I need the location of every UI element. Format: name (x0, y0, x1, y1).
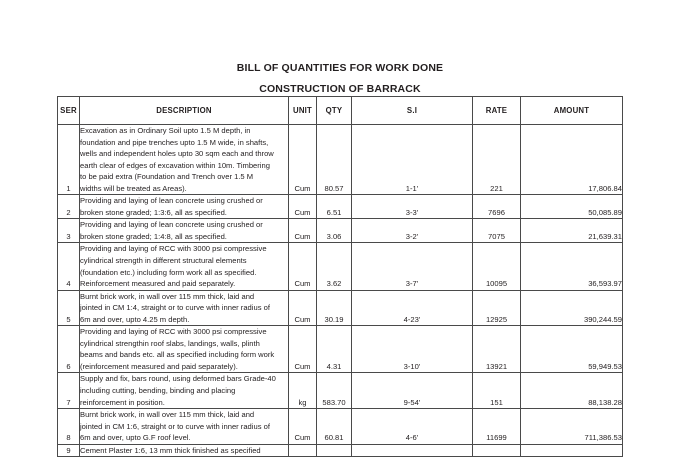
cell-unit: kg (289, 373, 317, 409)
cell-amount: 59,949.53 (521, 326, 623, 373)
description-line: including cutting, bending, binding and placing (80, 386, 236, 396)
description-line: cylindrical strengthin roof slabs, landings, walls, plinth (80, 338, 260, 348)
cell-unit (289, 444, 317, 457)
description-line: wells and independent holes upto 30 sqm each and throw (80, 149, 274, 159)
description-line: Burnt brick work, in wall over 115 mm thick, laid and (80, 410, 255, 420)
cell-qty: 80.57 (317, 125, 352, 195)
table-header-row (58, 97, 623, 125)
cell-amount: 21,639.31 (521, 219, 623, 243)
description-line: jointed in CM 1:6, straight or to curve with inner radius of (80, 421, 270, 431)
cell-rate: 7075 (473, 219, 521, 243)
table-body (58, 125, 623, 457)
bill-of-quantities-table-wrapper (57, 96, 622, 457)
page-subtitle: CONSTRUCTION OF BARRACK (259, 83, 421, 95)
description-line: (foundation etc.) including form work all as specified. (80, 267, 257, 277)
cell-description (80, 409, 289, 445)
description-line: Providing and laying of RCC with 3000 psi compressive (80, 327, 267, 337)
cell-ser: 6 (58, 326, 80, 373)
cell-qty: 30.19 (317, 290, 352, 326)
column-header-rate: RATE (473, 97, 521, 125)
cell-rate: 11699 (473, 409, 521, 445)
table-row (58, 409, 623, 445)
table-row (58, 373, 623, 409)
cell-unit: Cum (289, 195, 317, 219)
column-header-amount: AMOUNT (521, 97, 623, 125)
cell-description (80, 373, 289, 409)
description-line: broken stone graded; 1:4:8, all as specified. (80, 231, 227, 241)
column-header-ser: SER (58, 97, 80, 125)
table-row (58, 326, 623, 373)
cell-description (80, 326, 289, 373)
cell-ser: 7 (58, 373, 80, 409)
description-line: 6m and over, upto G.F roof level. (80, 433, 191, 443)
table-row (58, 195, 623, 219)
cell-si: 3-10' (352, 326, 473, 373)
cell-rate: 221 (473, 125, 521, 195)
cell-ser: 9 (58, 444, 80, 457)
cell-si: 9-54' (352, 373, 473, 409)
cell-description (80, 219, 289, 243)
cell-unit: Cum (289, 326, 317, 373)
description-line: Reinforcement measured and paid separately. (80, 279, 236, 289)
cell-amount: 390,244.59 (521, 290, 623, 326)
cell-si: 4-6' (352, 409, 473, 445)
cell-si: 3-2' (352, 219, 473, 243)
document-header (0, 0, 680, 96)
cell-unit: Cum (289, 243, 317, 290)
cell-si: 4-23' (352, 290, 473, 326)
page-title: BILL OF QUANTITIES FOR WORK DONE (236, 62, 444, 74)
bill-of-quantities-table (57, 96, 623, 457)
description-line: Excavation as in Ordinary Soil upto 1.5 M depth, in (80, 126, 251, 135)
cell-qty: 4.31 (317, 326, 352, 373)
description-line: broken stone graded; 1:3:6, all as specified. (80, 207, 227, 217)
description-line: Supply and fix, bars round, using deformed bars Grade-40 (80, 374, 276, 384)
cell-amount: 17,806.84 (521, 125, 623, 195)
cell-qty: 583.70 (317, 373, 352, 409)
cell-si: 3-7' (352, 243, 473, 290)
cell-rate: 12925 (473, 290, 521, 326)
cell-amount: 50,085.89 (521, 195, 623, 219)
column-header-description: DESCRIPTION (80, 97, 289, 125)
table-row (58, 444, 623, 457)
cell-ser: 8 (58, 409, 80, 445)
description-line: jointed in CM 1:4, straight or to curve with inner radius of (80, 303, 270, 313)
description-line: (reinforcement measured and paid separately). (80, 361, 238, 371)
cell-unit: Cum (289, 219, 317, 243)
cell-si (352, 444, 473, 457)
description-line: Cement Plaster 1:6, 13 mm thick finished as specified (80, 445, 261, 455)
cell-ser: 4 (58, 243, 80, 290)
cell-rate: 7696 (473, 195, 521, 219)
description-line: widths will be treated as Areas). (80, 183, 187, 193)
cell-ser: 1 (58, 125, 80, 195)
description-line: Providing and laying of lean concrete using crushed or (80, 220, 263, 230)
description-line: reinforcement in position. (80, 397, 165, 407)
cell-description (80, 195, 289, 219)
column-header-si: S.I (352, 97, 473, 125)
cell-qty: 6.51 (317, 195, 352, 219)
cell-description (80, 125, 289, 195)
table-header (58, 97, 623, 125)
description-line: to be paid extra (Foundation and Trench over 1.5 M (80, 172, 254, 182)
cell-amount: 88,138.28 (521, 373, 623, 409)
cell-qty: 3.06 (317, 219, 352, 243)
description-line: Providing and laying of RCC with 3000 psi compressive (80, 244, 267, 254)
column-header-qty: QTY (317, 97, 352, 125)
cell-qty: 3.62 (317, 243, 352, 290)
table-row (58, 290, 623, 326)
description-line: 6m and over, upto 4.25 m depth. (80, 314, 190, 324)
cell-ser: 5 (58, 290, 80, 326)
cell-description (80, 243, 289, 290)
description-line: earth clear of edges of excavation within 10m. Timbering (80, 160, 270, 170)
cell-qty (317, 444, 352, 457)
cell-unit: Cum (289, 290, 317, 326)
cell-unit: Cum (289, 125, 317, 195)
cell-amount: 711,386.53 (521, 409, 623, 445)
description-line: beams and bands etc. all as specified including form work (80, 350, 275, 360)
cell-description (80, 290, 289, 326)
description-line: cylindrical strength in different structural elements (80, 256, 247, 266)
table-row (58, 243, 623, 290)
description-line: foundation and pipe trenches upto 1.5 M wide, in shafts, (80, 137, 269, 147)
description-line: Burnt brick work, in wall over 115 mm thick, laid and (80, 291, 255, 301)
cell-rate: 151 (473, 373, 521, 409)
cell-rate (473, 444, 521, 457)
cell-amount (521, 444, 623, 457)
table-row (58, 219, 623, 243)
cell-rate: 10095 (473, 243, 521, 290)
cell-ser: 3 (58, 219, 80, 243)
cell-qty: 60.81 (317, 409, 352, 445)
cell-amount: 36,593.97 (521, 243, 623, 290)
column-header-unit: UNIT (289, 97, 317, 125)
cell-si: 3-3' (352, 195, 473, 219)
table-row (58, 125, 623, 195)
cell-rate: 13921 (473, 326, 521, 373)
cell-ser: 2 (58, 195, 80, 219)
description-line: Providing and laying of lean concrete using crushed or (80, 196, 263, 206)
cell-si: 1-1' (352, 125, 473, 195)
cell-unit: Cum (289, 409, 317, 445)
cell-description (80, 444, 289, 457)
